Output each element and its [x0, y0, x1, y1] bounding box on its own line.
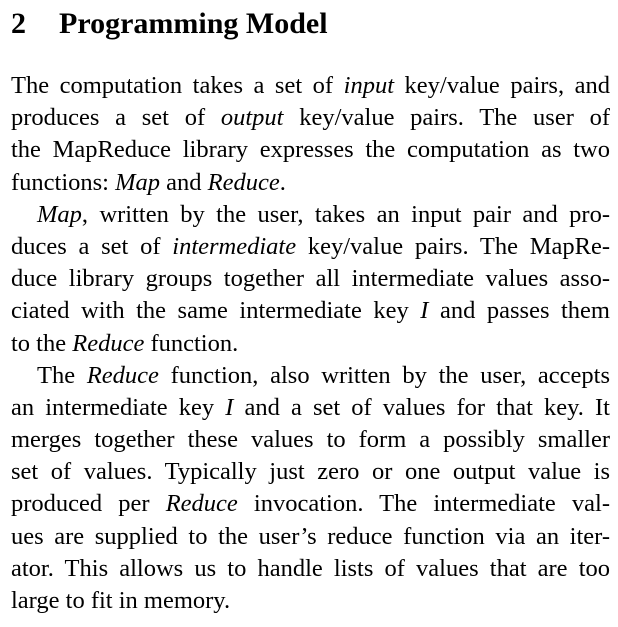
text-run: produced per	[11, 490, 166, 518]
emphasized-term: Reduce	[72, 329, 145, 357]
text-line	[11, 585, 610, 617]
text-run: and	[160, 168, 208, 196]
text-line	[11, 521, 610, 553]
text-run: ciated with the same intermediate key	[11, 297, 421, 325]
section-title: Programming Model	[59, 7, 328, 40]
section-body	[11, 70, 610, 617]
emphasized-term: Map	[115, 168, 161, 196]
emphasized-term: output	[220, 104, 284, 132]
text-line	[11, 553, 610, 585]
text-run: and passes them	[428, 297, 610, 325]
emphasized-term: I	[225, 393, 234, 421]
emphasized-term: Reduce	[86, 361, 159, 389]
text-run: produces a set of	[11, 104, 221, 132]
text-line	[11, 231, 610, 263]
emphasized-term: Reduce	[165, 490, 238, 518]
text-run: duce library groups together all intermediate values asso-	[11, 265, 610, 293]
paragraph	[11, 199, 610, 360]
text-line	[11, 360, 610, 392]
text-run: and a set of values for that key. It	[233, 393, 610, 421]
text-run: invocation. The intermediate val-	[237, 490, 610, 518]
text-run: merges together these values to form a possibly smaller	[11, 426, 610, 454]
text-line	[11, 392, 610, 424]
text-line	[11, 295, 610, 327]
text-run: to the	[11, 329, 73, 357]
text-run: ator. This allows us to handle lists of values that are too	[11, 554, 610, 582]
text-run: large to fit in memory.	[11, 587, 231, 614]
text-line	[11, 199, 610, 231]
text-line	[11, 328, 610, 360]
text-run: function, also written by the user, accepts	[158, 361, 610, 389]
text-run: key/value pairs, and	[394, 72, 610, 99]
text-run: duces a set of	[11, 232, 173, 260]
text-line	[11, 488, 610, 520]
text-run: functions:	[11, 168, 116, 196]
text-run: The computation takes a set of	[11, 72, 344, 99]
text-run: .	[279, 168, 286, 196]
paragraph	[11, 360, 610, 618]
text-run: an intermediate key	[11, 393, 226, 421]
text-run: set of values. Typically just zero or one output value is	[11, 458, 610, 486]
emphasized-term: Reduce	[207, 168, 280, 196]
text-line	[11, 167, 610, 199]
section-heading	[11, 0, 610, 45]
text-line	[11, 70, 610, 102]
text-run: key/value pairs. The MapRe-	[296, 232, 610, 260]
emphasized-term: Map	[37, 200, 82, 228]
paragraph	[11, 70, 610, 199]
emphasized-term: input	[343, 72, 395, 99]
text-run: the MapReduce library expresses the computation as two	[11, 136, 610, 164]
text-run: , written by the user, takes an input pair and pro-	[81, 200, 610, 228]
text-line	[11, 102, 610, 134]
text-line	[11, 134, 610, 166]
text-line	[11, 456, 610, 488]
text-line	[11, 424, 610, 456]
text-run: The	[37, 361, 87, 389]
section-number: 2	[11, 7, 26, 40]
text-run: key/value pairs. The user of	[283, 104, 610, 132]
text-run: ues are supplied to the user’s reduce function via an iter-	[11, 522, 610, 550]
text-line	[11, 263, 610, 295]
emphasized-term: intermediate	[172, 232, 297, 260]
emphasized-term: I	[420, 297, 429, 325]
text-run: function.	[144, 329, 239, 357]
